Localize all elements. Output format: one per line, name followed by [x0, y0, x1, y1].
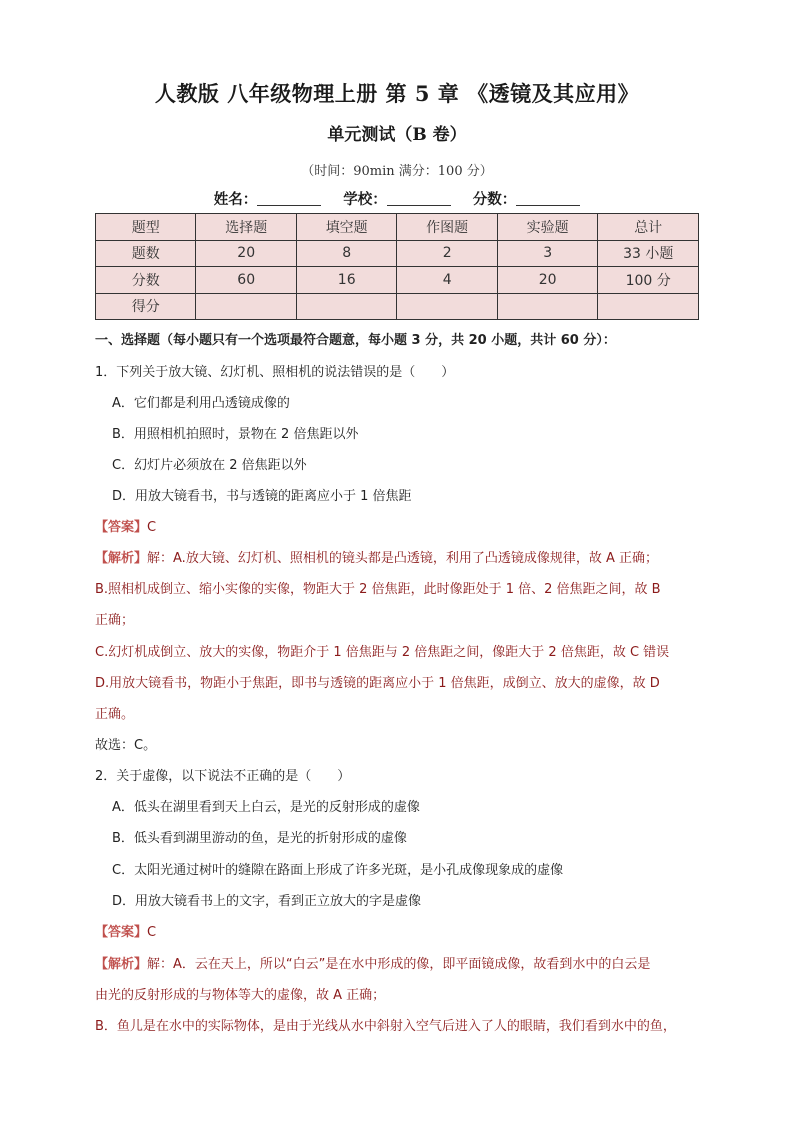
score-table: [95, 213, 699, 320]
page-subtitle: 单元测试（B 卷）: [327, 125, 467, 145]
conclusion-line: 故选：C。: [95, 738, 157, 753]
table-row: [96, 293, 699, 320]
table-cell: 分数: [96, 267, 196, 294]
section-heading: 一、选择题（每小题只有一个选项最符合题意，每小题 3 分，共 20 小题，共计 60 分）：: [95, 333, 616, 348]
analysis-line: [95, 547, 658, 566]
table-cell: 8: [296, 240, 396, 267]
score-input-cell: [598, 293, 699, 320]
analysis-line: [95, 953, 650, 972]
table-cell: 33 小题: [598, 240, 699, 267]
table-cell: 20: [497, 267, 597, 294]
table-cell: 题数: [96, 240, 196, 267]
answer-line: [95, 921, 156, 940]
option-a: A．低头在湖里看到天上白云，是光的反射形成的虚像: [112, 800, 420, 815]
answer-value: C: [147, 925, 157, 940]
analysis-tag: 【解析】: [95, 551, 148, 566]
question-stem: 2．关于虚像，以下说法不正确的是（ ）: [95, 769, 351, 784]
table-cell: 实验题: [497, 214, 597, 241]
analysis-line: 正确；: [95, 613, 135, 628]
table-cell: 2: [397, 240, 497, 267]
analysis-text: 解：A．云在天上，所以“白云”是在水中形成的像，即平面镜成像，故看到水中的白云是: [147, 957, 651, 972]
table-cell: 100 分: [598, 267, 699, 294]
option-c: C．幻灯片必须放在 2 倍焦距以外: [112, 458, 307, 473]
analysis-line: 由光的反射形成的与物体等大的虚像，故 A 正确；: [95, 988, 386, 1003]
table-cell: 60: [196, 267, 296, 294]
score-label: 分数：: [472, 191, 517, 208]
option-a: A．它们都是利用凸透镜成像的: [112, 396, 290, 411]
table-cell: 作图题: [397, 214, 497, 241]
name-label: 姓名：: [213, 191, 258, 208]
table-row: [96, 214, 699, 241]
page-title: 人教版 八年级物理上册 第 5 章 《透镜及其应用》: [154, 81, 640, 106]
analysis-text: 解：A.放大镜、幻灯机、照相机的镜头都是凸透镜，利用了凸透镜成像规律，故 A 正确；: [147, 551, 658, 566]
table-cell: 选择题: [196, 214, 296, 241]
table-row: [96, 240, 699, 267]
option-d: D．用放大镜看书，书与透镜的距离应小于 1 倍焦距: [112, 489, 412, 504]
analysis-line: B．鱼儿是在水中的实际物体，是由于光线从水中斜射入空气后进入了人的眼睛，我们看到水中的鱼，: [95, 1019, 676, 1034]
option-d: D．用放大镜看书上的文字，看到正立放大的字是虚像: [112, 894, 422, 909]
analysis-line: C.幻灯机成倒立、放大的实像，物距介于 1 倍焦距与 2 倍焦距之间，像距大于 2 倍焦距，故 C 错误: [95, 645, 670, 660]
table-cell: 20: [196, 240, 296, 267]
table-row: [96, 267, 699, 294]
table-cell: 4: [397, 267, 497, 294]
table-cell: 题型: [96, 214, 196, 241]
school-label: 学校：: [343, 191, 387, 208]
analysis-line: 正确。: [95, 707, 135, 722]
table-cell: 3: [497, 240, 597, 267]
option-b: B．低头看到湖里游动的鱼，是光的折射形成的虚像: [112, 831, 407, 846]
answer-value: C: [147, 520, 157, 535]
time-info: （时间：90min 满分：100 分）: [301, 164, 493, 179]
question-stem: 1．下列关于放大镜、幻灯机、照相机的说法错误的是（ ）: [95, 365, 455, 380]
score-blank: [516, 191, 580, 206]
analysis-tag: 【解析】: [95, 957, 148, 972]
school-blank: [387, 191, 451, 206]
table-cell: 得分: [96, 293, 196, 320]
option-b: B．用照相机拍照时，景物在 2 倍焦距以外: [112, 427, 359, 442]
analysis-line: B.照相机成倒立、缩小实像的实像，物距大于 2 倍焦距，此时像距处于 1 倍、2 倍焦距之间，故 B: [95, 582, 661, 597]
answer-tag: 【答案】: [95, 520, 148, 535]
table-cell: 总计: [598, 214, 699, 241]
score-input-cell: [296, 293, 396, 320]
option-c: C．太阳光通过树叶的缝隙在路面上形成了许多光斑，是小孔成像现象成的虚像: [112, 863, 564, 878]
student-info-line: [0, 188, 794, 209]
score-input-cell: [497, 293, 597, 320]
score-input-cell: [196, 293, 296, 320]
analysis-line: D.用放大镜看书，物距小于焦距，即书与透镜的距离应小于 1 倍焦距，成倒立、放大的虚像，故 D: [95, 676, 660, 691]
answer-tag: 【答案】: [95, 925, 148, 940]
table-cell: 填空题: [296, 214, 396, 241]
table-cell: 16: [296, 267, 396, 294]
name-blank: [257, 191, 321, 206]
answer-line: [95, 516, 156, 535]
score-input-cell: [397, 293, 497, 320]
